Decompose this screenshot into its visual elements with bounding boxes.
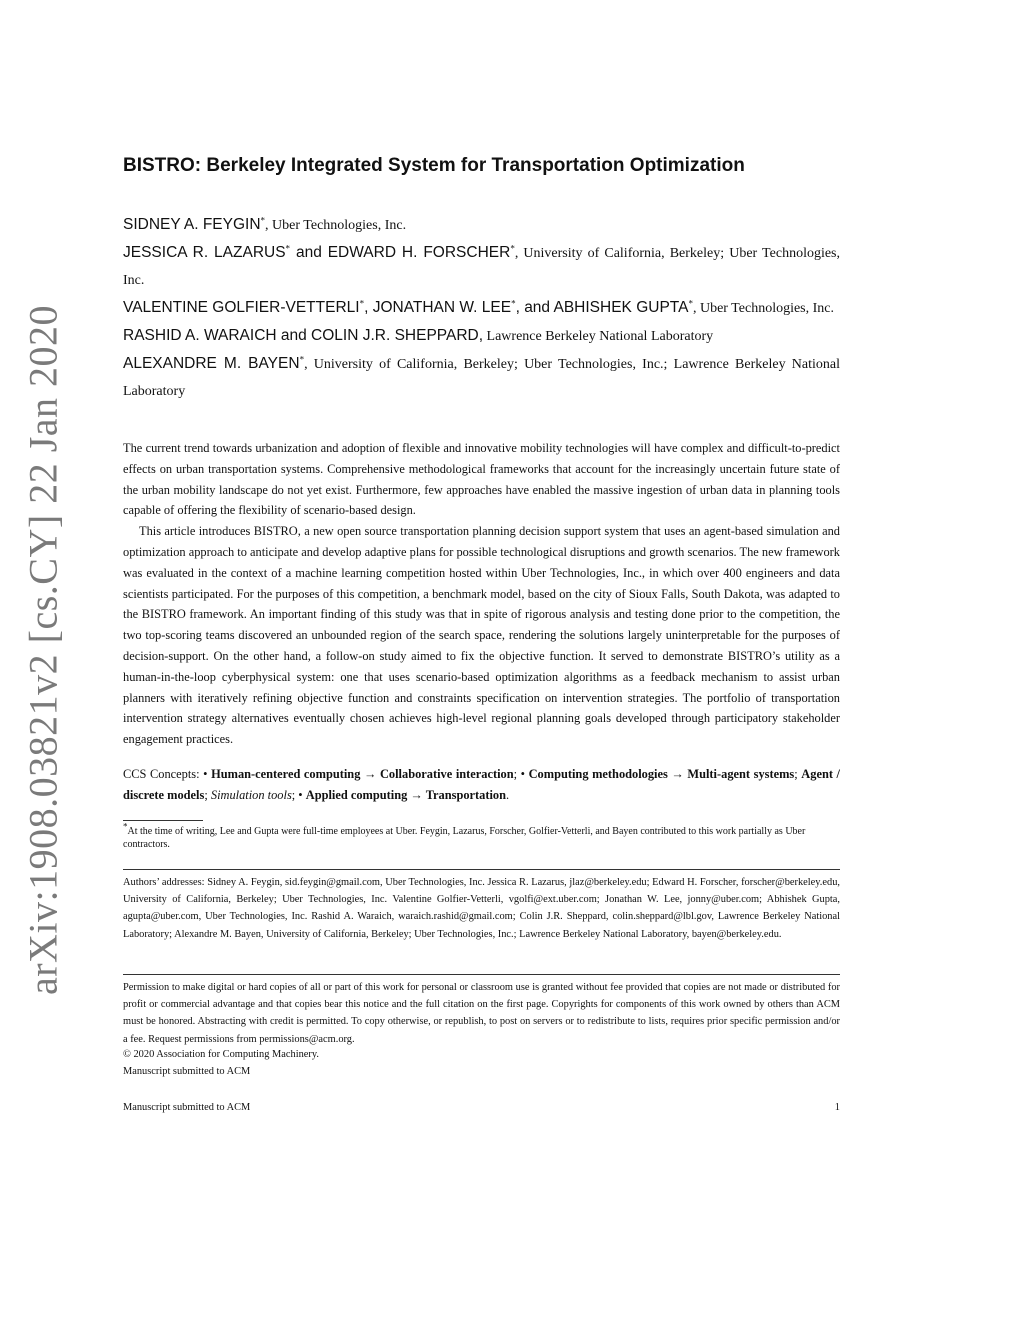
ccs-concept: Computing methodologies (528, 767, 668, 781)
ccs-separator: ; • (513, 767, 529, 781)
footnote (123, 821, 840, 851)
ccs-concept: Multi-agent systems (687, 767, 795, 781)
footnote-rule (123, 820, 203, 821)
ccs-label: CCS Concepts: • (123, 767, 212, 781)
author-line-2 (123, 239, 840, 294)
author-block (123, 211, 840, 405)
author-name: , and ABHISHEK GUPTA (515, 299, 689, 316)
arxiv-stamp: arXiv:1908.03821v2 [cs.CY] 22 Jan 2020 (20, 304, 66, 996)
author-line-3 (123, 294, 840, 322)
author-name: SIDNEY A. FEYGIN (123, 216, 261, 233)
ccs-arrow: → (407, 787, 426, 802)
author-affiliation: , Uber Technologies, Inc. (692, 301, 835, 316)
author-line-4 (123, 322, 840, 350)
author-affiliation: , Uber Technologies, Inc. (265, 218, 407, 233)
abstract-paragraph-1: The current trend towards urbanization and adoption of flexible and innovative mobility technologies will have complex and difficult-to-predict effects on urban transportation systems. Comprehensive methodological frameworks that account for the increasingly uncertain future state of the urban mobility landscape do not yet exist. Furthermore, few approaches have enabled the massive ingestion of urban data in planning tools capable of offering the flexibility of scenario-based design. (123, 441, 840, 518)
author-name: JESSICA R. LAZARUS (123, 244, 286, 261)
manuscript-note: Manuscript submitted to ACM (123, 1066, 251, 1077)
author-name: , JONATHAN W. LEE (364, 299, 512, 316)
abstract-paragraph-2: This article introduces BISTRO, a new open source transportation planning decision support system that uses an agent-based simulation and optimization approach to anticipate and develop adaptive plans for possible technological disruptions and growth scenarios. The new framework was evaluated in the context of a machine learning competition hosted within Uber Technologies, Inc., in which over 400 engineers and data scientists participated. For the purposes of this competition, a benchmark model, based on the city of Sioux Falls, South Dakota, was adapted to the BISTRO framework. An important finding of this study was that in spite of rigorous analysis and testing done prior to the competition, the two top-scoring teams discovered an unbounded region of the search space, rendering the solutions largely uninterpretable for the purposes of decision-support. On the other hand, a follow-on study aimed to fix the objective function. It served to demonstrate BISTRO’s utility as a human-in-the-loop cyberphysical system: one that uses scenario-based optimization algorithms as a feedback mechanism to assist urban planners with iteratively refining objective function and constraints specification on intervention strategies. The portfolio of transportation intervention strategy alternatives eventually chosen achieves high-level regional planning goals developed through participatory stakeholder engagement practices. (123, 524, 840, 747)
ccs-concept: Agent / discrete models (123, 767, 840, 802)
author-line-1 (123, 211, 840, 239)
footnote-mark: * (260, 215, 266, 226)
ccs-end: . (506, 787, 510, 802)
author-affiliation: Lawrence Berkeley National Laboratory (483, 329, 714, 344)
footnote-mark: * (359, 298, 365, 309)
running-footer: Manuscript submitted to ACM (123, 1102, 251, 1113)
ccs-concepts (123, 764, 840, 806)
ccs-separator: ; • (291, 787, 306, 802)
author-affiliation: , University of California, Berkeley; Uber Technologies, Inc. (123, 246, 841, 288)
ccs-separator: ; (204, 787, 211, 802)
copyright-notice: © 2020 Association for Computing Machinery. (123, 1049, 319, 1060)
authors-addresses: Authors’ addresses: Sidney A. Feygin, sid.feygin@gmail.com, Uber Technologies, Inc. Jessica R. Lazarus, jlaz@berkeley.edu; Edward H. Forscher, forscher@berkeley.edu, University of California, Berkeley; Uber Technologies, Inc. Valentine Golfier-Vetterli, vgolfi@ext.uber.com; Jonathan W. Lee, jonny@uber.com; Abhishek Gupta, agupta@uber.com, Uber Technologies, Inc. Rashid A. Waraich, waraich.rashid@gmail.com; Colin J.R. Sheppard, colin.sheppard@lbl.gov, Lawrence Berkeley National Laboratory; Alexandre M. Bayen, University of California, Berkeley; Uber Technologies, Inc.; Lawrence Berkeley National Laboratory, bayen@berkeley.edu. (123, 877, 840, 940)
ccs-separator: ; (794, 767, 802, 781)
abstract (123, 438, 840, 750)
ccs-arrow: → (667, 767, 688, 781)
author-name: ALEXANDRE M. BAYEN (123, 355, 300, 372)
ccs-arrow: → (360, 767, 380, 781)
author-name: VALENTINE GOLFIER-VETTERLI (123, 299, 360, 316)
footnote-mark: * (285, 243, 291, 254)
ccs-concept: Simulation tools (210, 787, 292, 802)
ccs-concept: Collaborative interaction (379, 767, 514, 781)
footnote-mark: * (511, 298, 516, 309)
page-number: 1 (834, 1102, 840, 1113)
ccs-concept: Human-centered computing (211, 767, 361, 781)
author-name: and EDWARD H. FORSCHER (290, 244, 511, 261)
ccs-concept: Applied computing (305, 787, 408, 802)
footnote-text: At the time of writing, Lee and Gupta were full-time employees at Uber. Feygin, Lazarus, Forscher, Golfier-Vetterli, and Bayen contributed to this work partially as Uber contractors. (123, 826, 806, 850)
permission-notice: Permission to make digital or hard copies of all or part of this work for personal or classroom use is granted without fee provided that copies are not made or distributed for profit or commercial advantage and that copies bear this notice and the full citation on the first page. Copyrights for components of this work owned by others than ACM must be honored. Abstracting with credit is permitted. To copy otherwise, or republish, to post on servers or to redistribute to lists, requires prior specific permission and/or a fee. Request permissions from permissions@acm.org. (123, 982, 840, 1045)
footnote-mark: * (299, 354, 305, 365)
author-line-5 (123, 350, 840, 405)
divider (123, 974, 840, 975)
author-name: RASHID A. WARAICH and COLIN J.R. SHEPPARD, (123, 327, 484, 344)
divider (123, 869, 840, 870)
footnote-mark: * (688, 298, 693, 309)
paper-title: BISTRO: Berkeley Integrated System for Transportation Optimization (123, 155, 745, 176)
footnote-mark: * (510, 243, 515, 254)
ccs-concept: Transportation (425, 787, 507, 802)
footnote-mark: * (123, 821, 128, 832)
author-affiliation: , University of California, Berkeley; Uber Technologies, Inc.; Lawrence Berkeley National Laboratory (123, 357, 841, 399)
